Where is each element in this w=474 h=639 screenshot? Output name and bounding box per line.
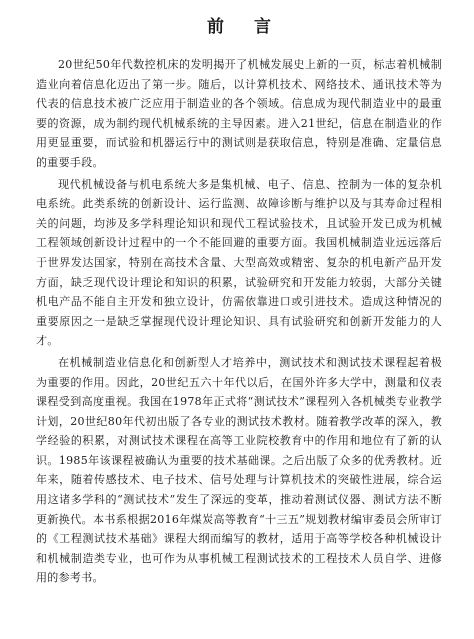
paragraph-1: 20世纪50年代数控机床的发明揭开了机械发展史上新的一页，标志着机械制造业向着信息化迈出了第一步。随后，以计算机技术、网络技术、通讯技术等为代表的信息技术被广泛应用于制造业的各个领域。信息成为现代制造业中的最重要的资源，成为制约现代机械系统的主导因素。进入21世纪，信息在制造业的作用更显重要，而试验和机器运行中的测试则是获取信息，特别是准确、定量信息的重要手段。 xyxy=(36,58,442,169)
paragraph-3: 在机械制造业信息化和创新型人才培养中，测试技术和测试技术课程起着极为重要的作用。因此，20世纪五六十年代以后，在国外许多大学中，测量和仪表课程受到高度重视。我国在1978年正式将“测试技术”课程列入各机械类专业教学计划，20世纪80年代初出版了各专业的测试技术教材。随着教学改革的深入，教学经验的积累，对测试技术课程在高等工业院校教育中的作用和地位有了新的认识。1985年该课程被确认为重要的技术基础课。之后出版了众多的优秀教材。近年来，随着传感技术、电子技术、信号处理与计算机技术的突破性进展，综合运用这诸多学科的“测试技术”发生了深远的变革，推动着测试仪器、测试方法不断更新换代。本书系根据2016年煤炭高等教育“十三五”规划教材编审委员会所审订的《工程测试技术基础》课程大纲而编写的教材，适用于高等学校各种机械设计和机械制造类专业，也可作为从事机械工程测试技术的工程技术人员自学、进修用的参考书。 xyxy=(36,355,442,585)
paragraph-2: 现代机械设备与机电系统大多是集机械、电子、信息、控制为一体的复杂机电系统。此类系统的创新设计、运行监测、故障诊断与维护以及与其寿命过程相关的问题，均涉及多学科理论知识和现代工程试验技术，且试验开发已成为机械工程领域创新设计过程中的一个不能回避的重要方面。我国机械制造业远远落后于世界发达国家，特别在高技术含量、大型高效或精密、复杂的机电新产品开发方面，缺乏现代设计理论和知识的积累，试验研究和开发能力较弱，大部分关键机电产品不能自主开发和独立设计，仿需依靠进口或引进技术。造成这种情况的重要原因之一是缺乏掌握现代设计理论知识、具有试验研究和创新开发能力的人才。 xyxy=(36,177,442,348)
document-page xyxy=(36,14,442,590)
page-title: 前 言 xyxy=(207,17,283,37)
